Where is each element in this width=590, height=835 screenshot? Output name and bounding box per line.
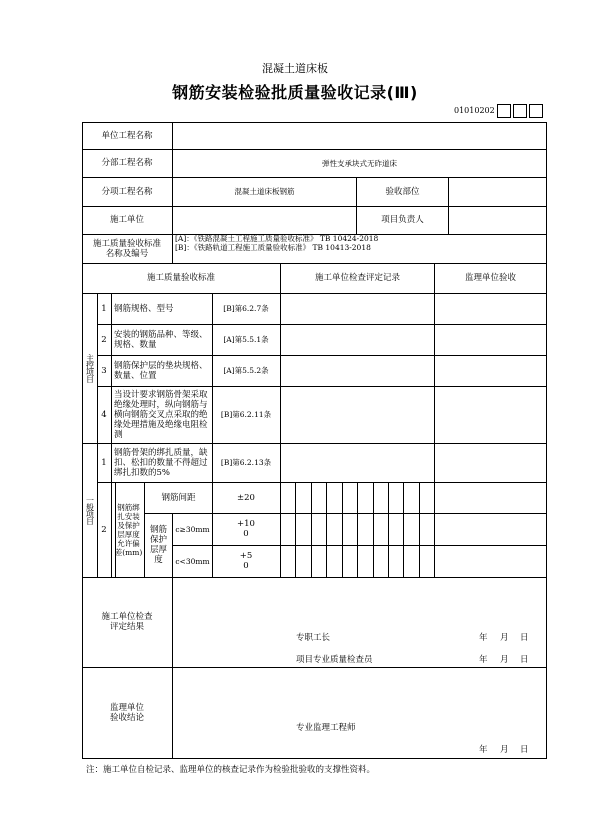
col-supervision-header: 监理单位验收 — [464, 273, 516, 283]
general-item-1-no: 1 — [101, 457, 107, 468]
inspector-date-year: 年 — [479, 655, 488, 665]
main-item-2-desc: 安装的钢筋品种、等级、规格、数量 — [114, 329, 208, 350]
unit-project-field[interactable] — [173, 122, 546, 149]
supervision-conclusion-label-line1: 监理单位 — [109, 702, 144, 713]
cover-lt-label: c<30mm — [175, 556, 210, 566]
acceptance-part-label: 验收部位 — [385, 186, 420, 197]
construction-unit-field[interactable] — [173, 206, 356, 234]
construction-unit-label: 施工单位 — [109, 215, 144, 225]
form-code: 01010202 — [454, 106, 495, 115]
inspector-date-month: 月 — [500, 655, 509, 665]
main-item-4-desc: 当设计要求钢筋骨架采取绝缘处理时，纵向钢筋与横向钢筋交叉点采取的绝缘处理措施及绝缘电阻检测 — [114, 389, 208, 440]
cover-ge-tolerance — [212, 513, 280, 545]
standard-references — [175, 234, 545, 263]
cover-lt-tol-lower: 0 — [243, 561, 249, 571]
foreman-date-year: 年 — [479, 633, 488, 643]
construction-conclusion-label-line2: 评定结果 — [109, 622, 144, 632]
cover-ge-tol-upper: +10 — [237, 519, 255, 529]
main-item-1-no: 1 — [101, 303, 107, 314]
foreman-label: 专职工长 — [296, 633, 331, 643]
standard-name-label — [82, 234, 172, 263]
division-value[interactable]: 弹性支承块式无砟道床 — [322, 158, 397, 168]
subdivision-label: 分项工程名称 — [101, 186, 153, 197]
project-manager-field[interactable] — [449, 206, 546, 234]
supervision-date-month: 月 — [500, 745, 509, 755]
col-construction-record-header: 施工单位检查评定记录 — [314, 273, 400, 283]
main-item-1-desc: 钢筋规格、型号 — [114, 303, 174, 314]
supervision-date-year: 年 — [479, 745, 488, 755]
spacing-label: 钢筋间距 — [161, 492, 196, 503]
spacing-tolerance: ±20 — [237, 492, 255, 503]
general-item-2-group: 钢筋绑扎安装及保护层厚度允许偏差(mm) — [114, 503, 143, 557]
form-title: 钢筋安装检验批质量验收记录(Ⅲ) — [172, 83, 418, 102]
project-manager-label: 项目负责人 — [381, 215, 424, 225]
supervision-conclusion-field[interactable] — [173, 668, 546, 758]
standard-name-label-line2: 名称及编号 — [105, 248, 149, 259]
main-item-4-no: 4 — [101, 409, 107, 420]
quality-inspector-label: 项目专业质量检查员 — [296, 655, 373, 665]
form-subtitle: 混凝土道床板 — [262, 62, 328, 75]
code-box-3[interactable] — [529, 104, 543, 118]
cover-lt-tolerance — [212, 545, 280, 577]
footnote: 注：施工单位自检记录、监理单位的核查记录作为检验批验收的支撑性资料。 — [86, 765, 376, 775]
supervision-conclusion-label-line2: 验收结论 — [109, 712, 144, 723]
col-standard-header: 施工质量验收标准 — [146, 273, 215, 283]
unit-project-label: 单位工程名称 — [101, 130, 153, 141]
main-item-3-ref: [A]第5.5.2条 — [223, 366, 269, 375]
foreman-date-month: 月 — [500, 633, 509, 643]
supervision-conclusion-label — [82, 667, 172, 758]
code-box-1[interactable] — [497, 104, 511, 118]
main-item-4-ref: [B]第6.2.11条 — [220, 410, 272, 419]
main-item-2-ref: [A]第5.5.1条 — [223, 335, 269, 344]
code-box-2[interactable] — [513, 104, 527, 118]
foreman-date-day: 日 — [520, 633, 529, 643]
main-items-label: 主控项目 — [85, 354, 95, 382]
inspector-date-day: 日 — [520, 655, 529, 665]
general-items-label: 一般项目 — [85, 496, 95, 524]
division-label: 分部工程名称 — [101, 158, 153, 168]
general-item-1-ref: [B]第6.2.13条 — [220, 458, 272, 467]
construction-conclusion-label-line1: 施工单位检查 — [101, 612, 153, 622]
cover-ge-label: c≥30mm — [175, 524, 210, 534]
supervision-engineer-label: 专业监理工程师 — [296, 723, 356, 733]
construction-conclusion-label — [82, 577, 172, 667]
subdivision-value[interactable]: 混凝土道床板钢筋 — [234, 187, 295, 196]
standard-name-label-line1: 施工质量验收标准 — [92, 238, 161, 249]
supervision-date-day: 日 — [520, 745, 529, 755]
cover-label: 钢筋保护层厚度 — [149, 525, 167, 565]
general-item-2-no: 2 — [101, 524, 107, 535]
main-item-3-desc: 钢筋保护层的垫块规格、数量、位置 — [114, 360, 208, 381]
main-item-3-no: 3 — [101, 365, 107, 376]
cover-ge-tol-lower: 0 — [243, 529, 249, 539]
cover-lt-tol-upper: +5 — [239, 551, 253, 561]
main-item-1-ref: [B]第6.2.7条 — [223, 304, 269, 313]
standard-b: [B]：《铁路轨道工程施工质量验收标准》 TB 10413-2018 — [175, 243, 371, 252]
main-item-2-no: 2 — [101, 334, 107, 345]
standard-a: [A]：《铁路混凝土工程施工质量验收标准》 TB 10424-2018 — [175, 234, 379, 243]
general-item-1-desc: 钢筋骨架的绑扎质量，缺扣、松扣的数量不得超过绑扎扣数的5% — [114, 447, 208, 478]
acceptance-part-field[interactable] — [449, 177, 546, 206]
